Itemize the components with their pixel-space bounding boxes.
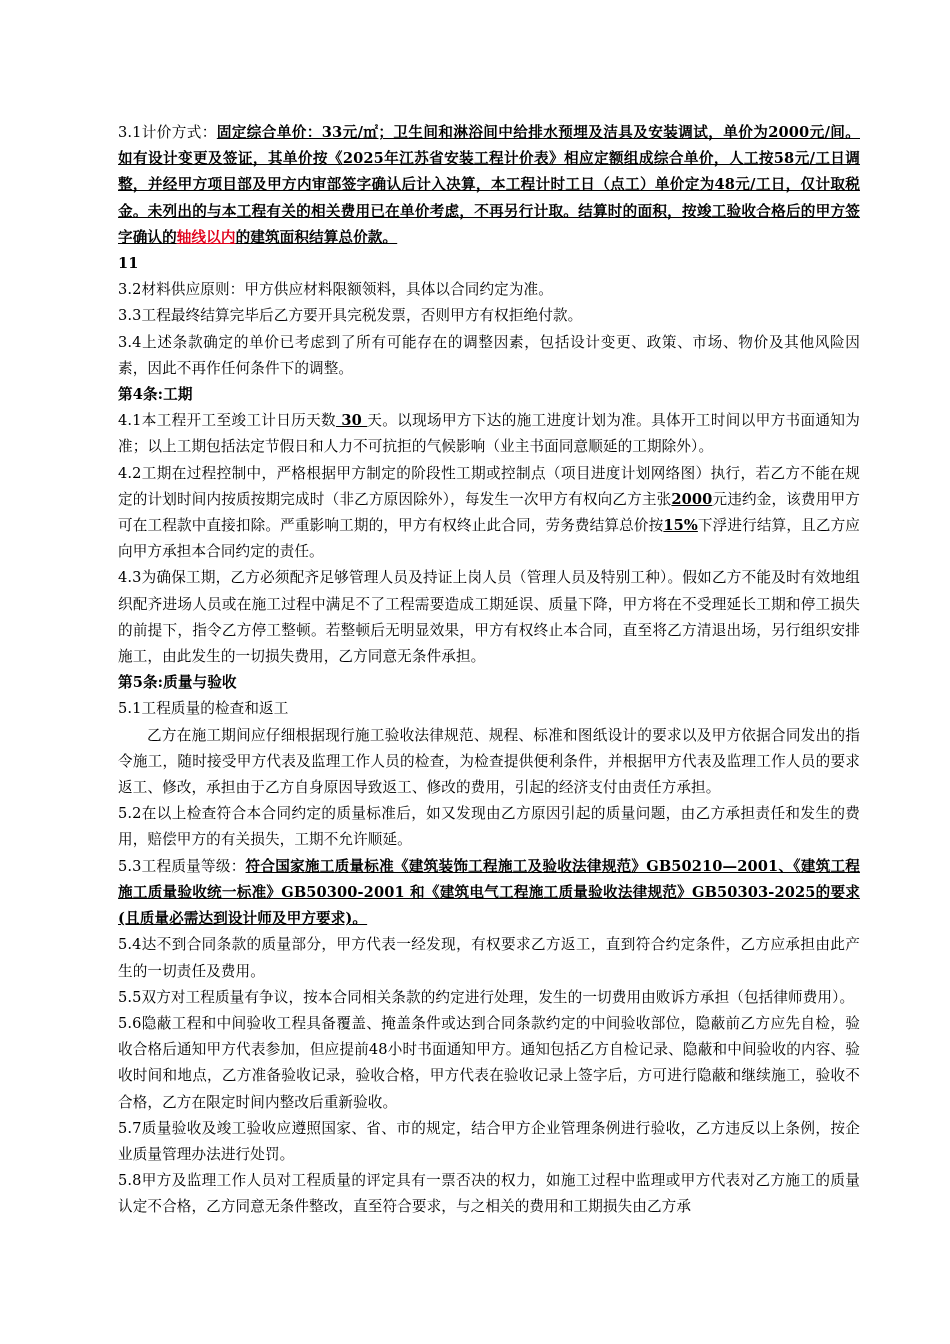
clause-5-4: 5.4达不到合同条款的质量部分，甲方代表一经发现，有权要求乙方返工，直到符合约定条件，乙方应承担由此产生的一切责任及费用。 — [118, 936, 860, 980]
clause-5-3-lead: 5.3工程质量等级： — [118, 857, 246, 875]
clause-3-4: 3.4上述条款确定的单价已考虑到了所有可能存在的调整因素，包括设计变更、政策、市场、物价及其他风险因素，因此不再作任何条件下的调整。 — [118, 333, 860, 377]
contract-text — [118, 120, 860, 1221]
clause-4-3: 4.3为确保工期，乙方必须配齐足够管理人员及持证上岗人员（管理人员及特别工种）。假如乙方不能及时有效地组织配齐进场人员或在施工过程中满足不了工程需要造成工期延误、质量下降，甲方将在不受理延长工期和停工损失的前提下，指令乙方停工整顿。若整顿后无明显效果，甲方有权终止本合同，直至将乙方清退出场，另行组织安排施工，由此发生的一切损失费用，乙方同意无条件承担。 — [118, 569, 860, 666]
clause-4-2: 4.2工期在过程控制中，严格根据甲方制定的阶段性工期或控制点（项目进度计划网络图）执行，若乙方不能在规定的计划时间内按质按期完成时（非乙方原因除外），每发生一次甲方有权向乙方主张2000元违约金，该费用甲方可在工程款中直接扣除。严重影响工期的，甲方有权终止此合同，劳务费结算总价按15%下浮进行结算，且乙方应向甲方承担本合同约定的责任。 — [118, 464, 860, 561]
clause-3-1-axis-highlight: 轴线以内 — [176, 228, 236, 246]
clause-3-2: 3.2材料供应原则：甲方供应材料限额领料，具体以合同约定为准。 — [118, 281, 553, 299]
clause-5-6: 5.6隐蔽工程和中间验收工程具备覆盖、掩盖条件或达到合同条款约定的中间验收部位，隐蔽前乙方应先自检，验收合格后通知甲方代表参加，但应提前48小时书面通知甲方。通知包括乙方自检记录、隐蔽和中间验收的内容、验收时间和地点，乙方准备验收记录，验收合格，甲方代表在验收记录上签字后，方可进行隐蔽和继续施工，验收不合格，乙方在限定时间内整改后重新验收。 — [118, 1014, 860, 1111]
clause-3-1-tail: 11 — [118, 255, 139, 273]
clause-5-2: 5.2在以上检查符合本合同约定的质量标准后，如又发现由乙方原因引起的质量问题，由乙方承担责任和发生的费用，赔偿甲方的有关损失，工期不允许顺延。 — [118, 805, 860, 849]
clause-4-1: 4.1本工程开工至竣工计日历天数 30 天。以现场甲方下达的施工进度计划为准。具体开工时间以甲方书面通知为准；以上工期包括法定节假日和人力不可抗拒的气候影响（业主书面同意顺延的工期除外）。 — [118, 412, 860, 456]
clause-5-8: 5.8甲方及监理工作人员对工程质量的评定具有一票否决的权力，如施工过程中监理或甲方代表对乙方施工的质量认定不合格，乙方同意无条件整改，直至符合要求，与之相关的费用和工期损失由乙方承 — [118, 1172, 860, 1216]
discount-percent: 15% — [663, 517, 698, 535]
clause-5-1-title: 5.1工程质量的检查和返工 — [118, 700, 289, 718]
quality-standards: 符合国家施工质量标准《建筑装饰工程施工及验收法律规范》GB50210—2001、《建筑工程施工质量验收统一标准》GB50300-2001 和《建筑电气工程施工质量验收法律规范》GB50303-2025的要求(且质量必需达到设计师及甲方要求)。 — [118, 857, 860, 928]
duration-days: 30 — [335, 412, 368, 430]
clause-3-1 — [118, 120, 860, 251]
section-heading-4: 第4条:工期 — [118, 386, 193, 404]
clause-3-1-settlement: 的建筑面积结算总价款。 — [235, 228, 398, 246]
clause-3-3: 3.3工程最终结算完毕后乙方要开具完税发票，否则甲方有权拒绝付款。 — [118, 307, 583, 325]
clause-5-5: 5.5双方对工程质量有争议，按本合同相关条款的约定进行处理，发生的一切费用由败诉方承担（包括律师费用）。 — [118, 988, 855, 1006]
section-heading-5: 第5条:质量与验收 — [118, 674, 237, 692]
clause-5-3 — [118, 854, 860, 933]
clause-3-1-pricing: 固定综合单价：33元/㎡；卫生间和淋浴间中给排水预埋及洁具及安装调试，单价为2000元/间。如有设计变更及签证，其单价按《2025年江苏省安装工程计价表》相应定额组成综合单价，人工按58元/工日调整，并经甲方项目部及甲方内审部签字确认后计入决算，本工程计时工日（点工）单价定为48元/工日，仅计取税金。未列出的与本工程有关的相关费用已在单价考虑，不再另行计取。结算时的面积，按竣工验收合格后的甲方签字确认的 — [118, 124, 860, 246]
penalty-amount: 2000 — [671, 490, 713, 508]
clause-5-1-body: 乙方在施工期间应仔细根据现行施工验收法律规范、规程、标准和图纸设计的要求以及甲方依据合同发出的指令施工，随时接受甲方代表及监理工作人员的检查，为检查提供便利条件，并根据甲方代表及监理工作人员的要求返工、修改，承担由于乙方自身原因导致返工、修改的费用，引起的经济支付由责任方承担。 — [118, 726, 860, 797]
clause-5-7: 5.7质量验收及竣工验收应遵照国家、省、市的规定，结合甲方企业管理条例进行验收，乙方违反以上条例，按企业质量管理办法进行处罚。 — [118, 1119, 860, 1163]
clause-3-1-lead: 3.1计价方式： — [118, 124, 217, 141]
